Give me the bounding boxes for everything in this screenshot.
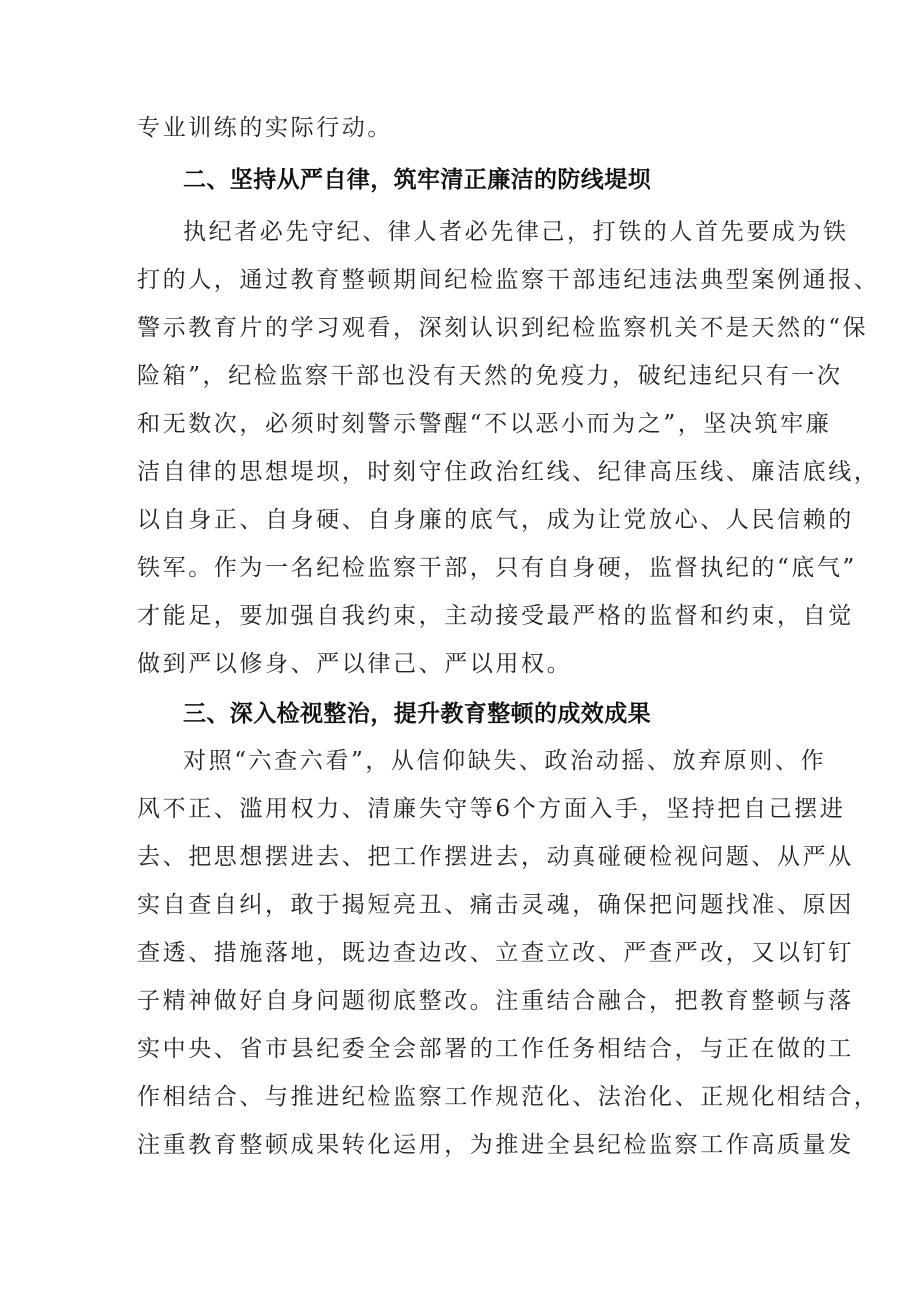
- paragraph-line: 警示教育片的学习观看，深刻认识到纪检监察机关不是天然的“保: [137, 315, 869, 341]
- paragraph-line: 打的人，通过教育整顿期间纪检监察干部违纪违法典型案例通报、: [137, 267, 880, 293]
- paragraph-line: 执纪者必先守纪、律人者必先律己，打铁的人首先要成为铁: [183, 219, 849, 245]
- paragraph-line: 去、把思想摆进去、把工作摆进去，动真碰硬检视问题、从严从: [137, 844, 854, 870]
- paragraph-line: 作相结合、与推进纪检监察工作规范化、法治化、正规化相结合，: [137, 1084, 880, 1110]
- paragraph-line: 对照“六查六看”，从信仰缺失、政治动摇、放弃原则、作: [183, 748, 827, 774]
- paragraph-line: 子精神做好自身问题彻底整改。注重结合融合，把教育整顿与落: [137, 988, 854, 1014]
- paragraph-line: 才能足，要加强自我约束，主动接受最严格的监督和约束，自觉: [137, 603, 854, 629]
- paragraph-line: 险箱”，纪检监察干部也没有天然的免疫力，破纪违纪只有一次: [137, 363, 843, 389]
- paragraph-line: 以自身正、自身硬、自身廉的底气，成为让党放心、人民信赖的: [137, 507, 854, 533]
- paragraph-line: 做到严以修身、严以律己、严以用权。: [137, 651, 573, 677]
- paragraph-line: 和无数次，必须时刻警示警醒“不以恶小而为之”，坚决筑牢廉: [137, 411, 832, 437]
- paragraph-line: 查透、措施落地，既边查边改、立查立改、严查严改，又以钉钉: [137, 940, 854, 966]
- paragraph-line: 洁自律的思想堤坝，时刻守住政治红线、纪律高压线、廉洁底线，: [137, 459, 880, 485]
- section-heading-3: 三、深入检视整治，提升教育整顿的成效成果: [183, 701, 651, 727]
- paragraph-line: 实自查自纠，敢于揭短亮丑、痛击灵魂，确保把问题找准、原因: [137, 892, 854, 918]
- paragraph-line: 实中央、省市县纪委全会部署的工作任务相结合，与正在做的工: [137, 1036, 854, 1062]
- section-heading-2: 二、坚持从严自律，筑牢清正廉洁的防线堤坝: [183, 167, 651, 193]
- paragraph-line: 注重教育整顿成果转化运用，为推进全县纪检监察工作高质量发: [137, 1132, 854, 1158]
- paragraph-line: 铁军。作为一名纪检监察干部，只有自身硬，监督执纪的“底气”: [137, 555, 857, 581]
- continuation-line: 专业训练的实际行动。: [137, 115, 393, 141]
- paragraph-line: 风不正、滥用权力、清廉失守等6个方面入手，坚持把自己摆进: [137, 796, 846, 822]
